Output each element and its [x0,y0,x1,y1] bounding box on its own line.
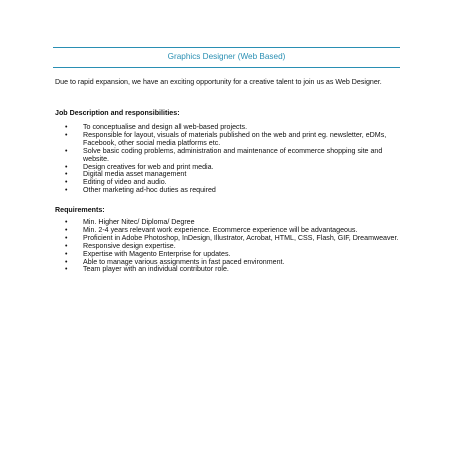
title-top-rule [53,47,400,48]
document-title: Graphics Designer (Web Based) [167,52,286,61]
bullet-icon: • [65,250,68,258]
title-bottom-rule [53,67,400,68]
bullet-icon: • [65,187,68,195]
list-item-text: Digital media asset management [83,170,187,179]
bullet-icon: • [65,163,68,171]
list-item-text: Responsive design expertise. [83,241,176,250]
requirements-heading: Requirements: [55,206,105,214]
bullet-icon: • [65,171,68,179]
list-item-text: To conceptualise and design all web-based projects. [83,123,248,131]
list-item [55,132,400,148]
list-item-text: Other marketing ad-hoc duties as required [83,186,216,195]
list-item-text: Solve basic coding problems, administration and maintenance of ecommerce shopping site and website. [83,146,383,163]
bullet-icon: • [65,266,68,274]
bullet-icon: • [65,242,68,250]
requirements-list [55,219,400,274]
bullet-icon: • [65,179,68,187]
bullet-icon: • [65,234,68,242]
bullet-icon: • [65,131,68,139]
list-item-text: Expertise with Magento Enterprise for updates. [83,249,231,258]
list-item-text: Responsible for layout, visuals of materials published on the web and print eg. newsletter, eDMs, Facebook, other social media platforms etc. [83,130,387,147]
list-item-text: Able to manage various assignments in fast paced environment. [83,257,285,266]
list-item-text: Min. 2-4 years relevant work experience. Ecommerce experience will be advantageous. [83,225,358,234]
bullet-icon: • [65,226,68,234]
responsibilities-heading: Job Description and responsibilities: [55,109,180,117]
bullet-icon: • [65,124,68,131]
list-item-text: Min. Higher Nitec/ Diploma/ Degree [83,218,195,226]
list-item-text: Design creatives for web and print media. [83,162,214,171]
list-item [55,187,400,195]
bullet-icon: • [65,219,68,226]
list-item-text: Team player with an individual contributor role. [83,265,229,274]
bullet-icon: • [65,147,68,155]
intro-paragraph: Due to rapid expansion, we have an exciting opportunity for a creative talent to join us as Web Designer. [55,78,382,86]
list-item [55,148,400,164]
responsibilities-list [55,124,400,195]
list-item-text: Editing of video and audio. [83,178,167,187]
bullet-icon: • [65,258,68,266]
list-item [55,266,400,274]
list-item-text: Proficient in Adobe Photoshop, InDesign, Illustrator, Acrobat, HTML, CSS, Flash, GIF, Dreamweaver. [83,233,399,242]
